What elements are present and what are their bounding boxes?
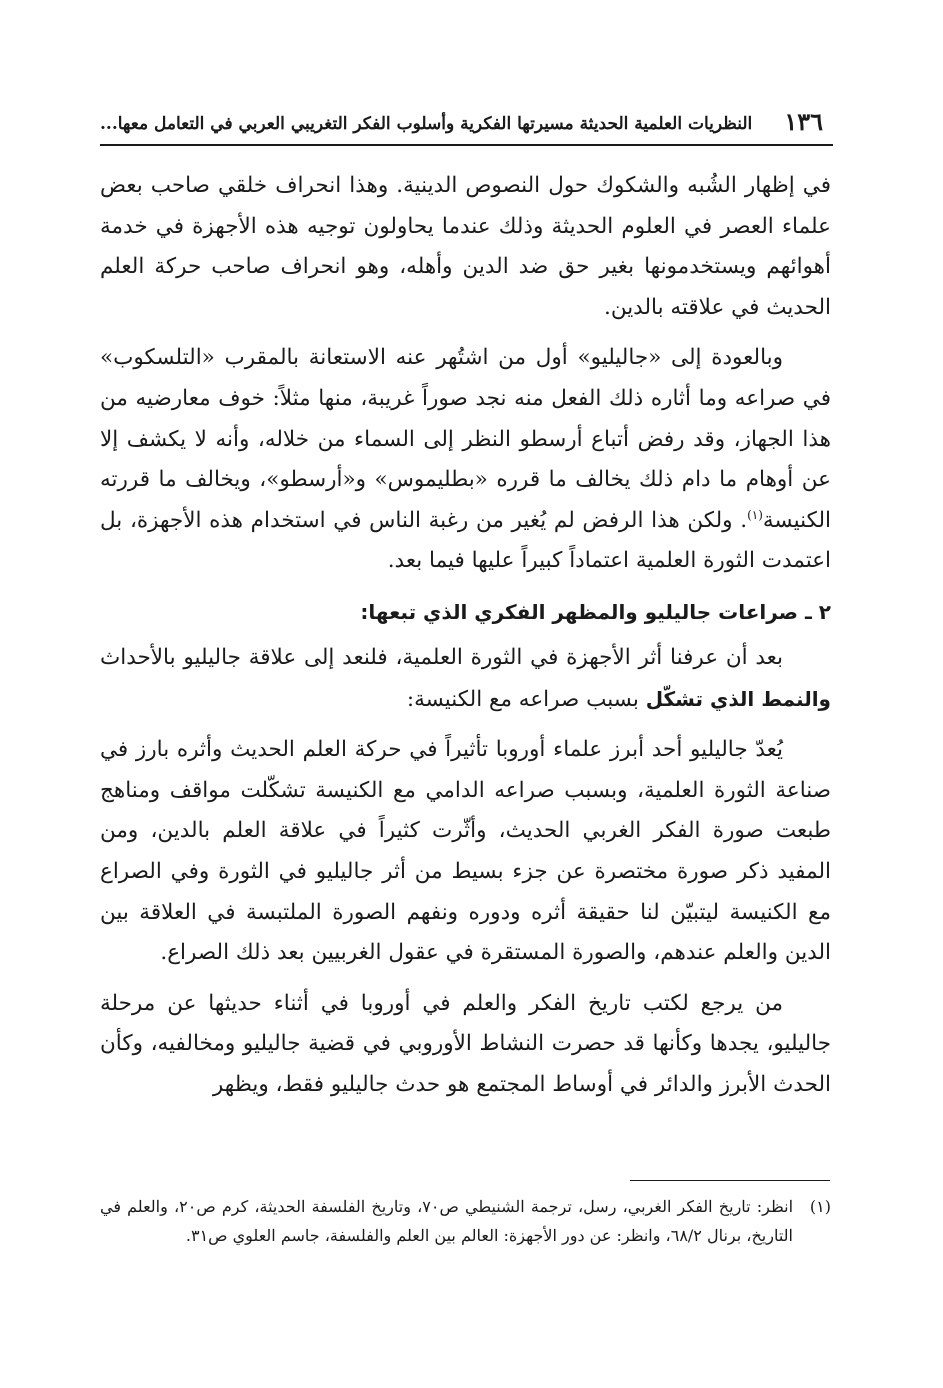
footnote-marker: (١) — [809, 1197, 831, 1216]
footnote-item — [100, 1192, 831, 1250]
paragraph-5: من يرجع لكتب تاريخ الفكر والعلم في أوروبا في أثناء حديثها عن مرحلة جاليليو، يجدها وكأنها قد حصرت النشاط الأوروبي في قضية جاليليو ومخالفيه، وكأن الحدث الأبرز والدائر في أوساط المجتمع هو حدث جاليليو فقط، ويظهر — [100, 990, 831, 1097]
footnote-rule — [630, 1180, 830, 1181]
footnote-text: انظر: تاريخ الفكر الغربي، رسل، ترجمة الشنيطي ص٧٠، وتاريخ الفلسفة الحديثة، كرم ص٢٠، والعلم في التاريخ، برنال ٦٨/٢، وانظر: عن دور الأجهزة: العالم بين العلم والفلسفة، جاسم العلوي ص٣١. — [100, 1197, 794, 1245]
paragraph-1: في إظهار الشُبه والشكوك حول النصوص الدينية. وهذا انحراف خلقي صاحب بعض علماء العصر في العلوم الحديثة وذلك عندما يحاولون توجيه هذه الأجهزة في خدمة أهوائهم ويستخدمونها بغير حق ضد الدين وأهله، وهو انحراف صاحب حركة العلم الحديث في علاقته بالدين. — [100, 173, 831, 320]
footnotes — [100, 1192, 831, 1250]
paragraph-2-text-a: وبالعودة إلى «جاليليو» أول من اشتُهر عنه الاستعانة بالمقرب «التلسكوب» في صراعه وما أثاره ذلك الفعل منه نجد صوراً غريبة، منها مثلاً: خوف معارضيه من هذا الجهاز، وقد رفض أتباع أرسطو النظر إلى السماء من خلاله، وأنه لا يكشف إلا عن أوهام ما دام ذلك يخالف ما قرره «بطليموس» و«أرسطو»، ويخالف ما قررته الكنيسة — [100, 345, 831, 533]
footnote-reference[interactable]: (١) — [747, 507, 763, 522]
page-number: ١٣٦ — [784, 107, 823, 136]
running-title: النظريات العلمية الحديثة مسيرتها الفكرية وأسلوب الفكر التغريبي العربي في التعامل معها... — [100, 114, 753, 134]
paragraph-4: يُعدّ جاليليو أحد أبرز علماء أوروبا تأثيراً في حركة العلم الحديث وأثره بارز في صناعة الثورة العلمية، وبسبب صراعه الدامي مع الكنيسة تشكّلت مواقف ومناهج طبعت صورة الفكر الغربي الحديث، وأثّرت كثيراً في علاقة العلم بالدين، ومن المفيد ذكر صورة مختصرة عن جزء بسيط من أثر جاليليو في الثورة وفي الصراع مع الكنيسة ليتبيّن لنا حقيقة أثره ودوره ونفهم الصورة الملتبسة في العلاقة بين الدين والعلم عندهم، والصورة المستقرة في عقول الغربيين بعد ذلك الصراع. — [100, 737, 831, 966]
paragraph-3-text-a: بعد أن عرفنا أثر الأجهزة في الثورة العلمية، فلنعد إلى علاقة جاليليو بالأحداث — [100, 644, 783, 670]
paragraph-2 — [100, 338, 831, 582]
running-header — [100, 100, 823, 136]
paragraph-3-bold-phrase: والنمط الذي تشكّل — [645, 686, 831, 711]
paragraph-3 — [100, 638, 831, 720]
header-rule — [100, 144, 833, 146]
body-text — [100, 166, 831, 1105]
section-heading: ٢ ـ صراعات جاليليو والمظهر الفكري الذي تبعها: — [360, 599, 831, 624]
paragraph-3-text-b: بسبب صراعه مع الكنيسة: — [406, 686, 639, 712]
paragraph-2-text-b: . ولكن هذا الرفض لم يُغير من رغبة الناس في استخدام هذه الأجهزة، بل اعتمدت الثورة العلمية اعتماداً كبيراً عليها فيما بعد. — [100, 507, 831, 574]
